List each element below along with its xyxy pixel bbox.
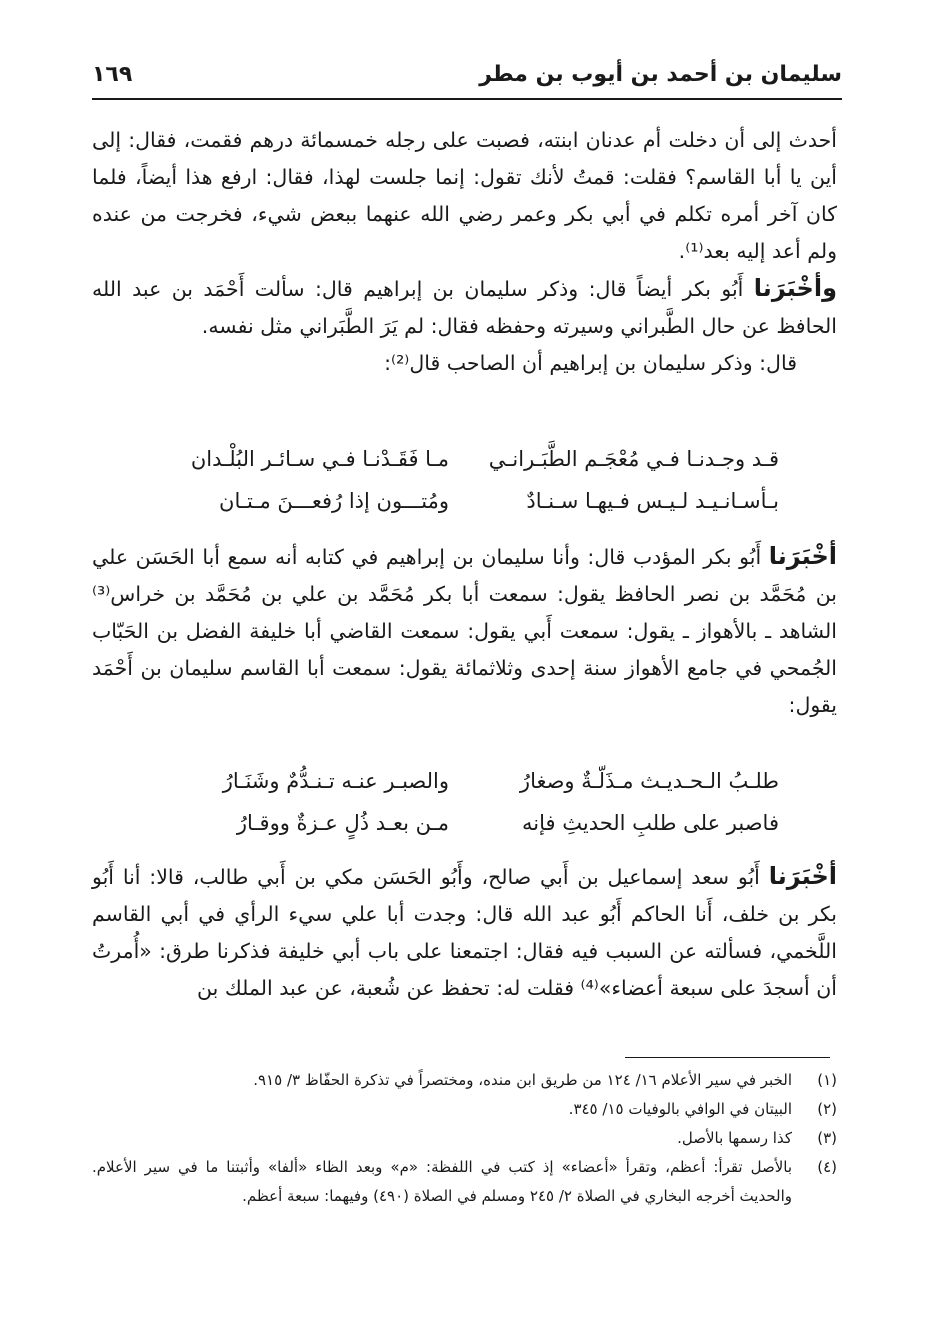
footnotes [92,1066,837,1211]
verse-block-2 [149,760,779,844]
verse-hemistich: مـن بعـد ذُلٍ عـزةٌ ووقـارُ [236,811,449,835]
verse-hemistich: والصبـر عنـه تـنـدُّمٌ وشَنَـارُ [222,769,449,793]
page-header [92,58,842,100]
verse-hemistich: ومُتـــون إذا رُفعـــنَ مـتـان [219,489,449,513]
footnote [92,1124,837,1153]
footnote [92,1066,837,1095]
paragraph-4-text: أَبُو بكر المؤدب قال: وأنا سليمان بن إبراهيم في كتابه أنه سمع أبا الحَسَن علي بن مُحَمَّد بن نصر الحافظ يقول: سمعت أبا بكر مُحَمَّد بن علي بن مُحَمَّد بن خراس⁽³⁾ الشاهد ـ بالأهواز ـ يقول: سمعت أَبي يقول: سمعت القاضي أبا خليفة الفضل بن الحَبّاب الجُمحي في جامع الأهواز سنة إحدى وثلاثمائة يقول: سمعت أبا القاسم سليمان بن أَحْمَد يقول: [92,545,837,717]
paragraph-2 [92,270,837,345]
main-text-block-2 [92,538,837,724]
footnote-number: (٤) [817,1158,837,1176]
verse-hemistich: قـد وجـدنـا فـي مُعْجَـم الطَّبَـرانـي [488,447,779,471]
akhbarana-keyword: أخْبَرَنا [768,542,837,570]
paragraph-1: أحدث إلى أن دخلت أم عدنان ابنته، فصبت على رجله خمسمائة درهم فقمت، فقال: إلى أين يا أبا القاسم؟ فقلت: قمتُ لأنك تقول: إنما جلست لهذا، فقال: ارفع هذا أيضاً، فلما كان آخر أمره تكلم في أبي بكر وعمر رضي الله عنهما ببعض شيء، فخرجت من عنده ولم أعد إليه بعد⁽¹⁾. [92,128,837,263]
verse-line [149,802,779,844]
akhbarana-keyword: وأخْبَرَنا [753,274,837,302]
paragraph-4 [92,538,837,724]
running-title: سليمان بن أحمد بن أيوب بن مطر [479,62,842,87]
footnote [92,1153,837,1211]
footnote-text: بالأصل تقرأ: أعظم، وتقرأ «أعضاء» إذ كتب في اللفظة: «م» وبعد الظاء «ألفا» وأثبتنا ما في سير الأعلام. والحديث أخرجه البخاري في الصلاة ٢/ ٢٤٥ ومسلم في الصلاة (٤٩٠) وفيهما: سبعة أعظم. [92,1158,792,1205]
akhbarana-keyword: أخْبَرَنا [768,862,837,890]
footnote-text: الخبر في سير الأعلام ١٦/ ١٢٤ من طريق ابن منده، ومختصراً في تذكرة الحفّاظ ٣/ ٩١٥. [253,1071,792,1089]
page-number: ١٦٩ [92,62,133,87]
verse-hemistich: بـأسـانـيـد لـيـس فـيهـا سـنـادٌ [526,489,779,513]
footnote-separator [625,1057,830,1058]
verse-hemistich: مـا فَقَـدْنـا فـي سـائـر البُلْـدان [190,447,449,471]
footnote-number: (٢) [817,1100,837,1118]
paragraph-5-text: أَبُو سعد إسماعيل بن أَبي صالح، وأَبُو الحَسَن مكي بن أَبي طالب، قالا: أنا أَبُو بكر بن خلف، أَنا الحاكم أَبُو عبد الله قال: وجدت أبا علي سيء الرأي في أبي القاسم اللَّخمي، فسألته عن السبب فيه فقال: اجتمعنا على باب أبي خليفة فذكرنا طرق: «أُمرتُ أن أسجدَ على سبعة أعضاء»⁽⁴⁾ فقلت له: تحفظ عن شُعبة، عن عبد الملك بن [92,865,837,1000]
verse-hemistich: فاصبر على طلبِ الحديثِ فإنه [522,811,779,835]
verse-line [149,438,779,480]
main-text-block-3 [92,858,837,1007]
footnote [92,1095,837,1124]
verse-line [149,480,779,522]
verse-hemistich: طلـبُ الـحـديـث مـذَلّـةٌ وصغارُ [519,769,779,793]
verse-block-1 [149,438,779,522]
footnote-text: كذا رسمها بالأصل. [677,1129,792,1147]
paragraph-5 [92,858,837,1007]
verse-line [149,760,779,802]
main-text-block-1 [92,122,837,382]
paragraph-2-text: أَبُو بكر أيضاً قال: وذكر سليمان بن إبراهيم قال: سألت أَحْمَد بن عبد الله الحافظ عن حال الطَّبراني وسيرته وحفظه فقال: لم يَرَ الطَّبَراني مثل نفسه. [92,277,837,338]
paragraph-3: قال: وذكر سليمان بن إبراهيم أن الصاحب قال⁽²⁾: [384,351,797,375]
footnote-number: (٣) [817,1129,837,1147]
footnote-text: البيتان في الوافي بالوفيات ١٥/ ٣٤٥. [568,1100,792,1118]
footnote-number: (١) [817,1071,837,1089]
